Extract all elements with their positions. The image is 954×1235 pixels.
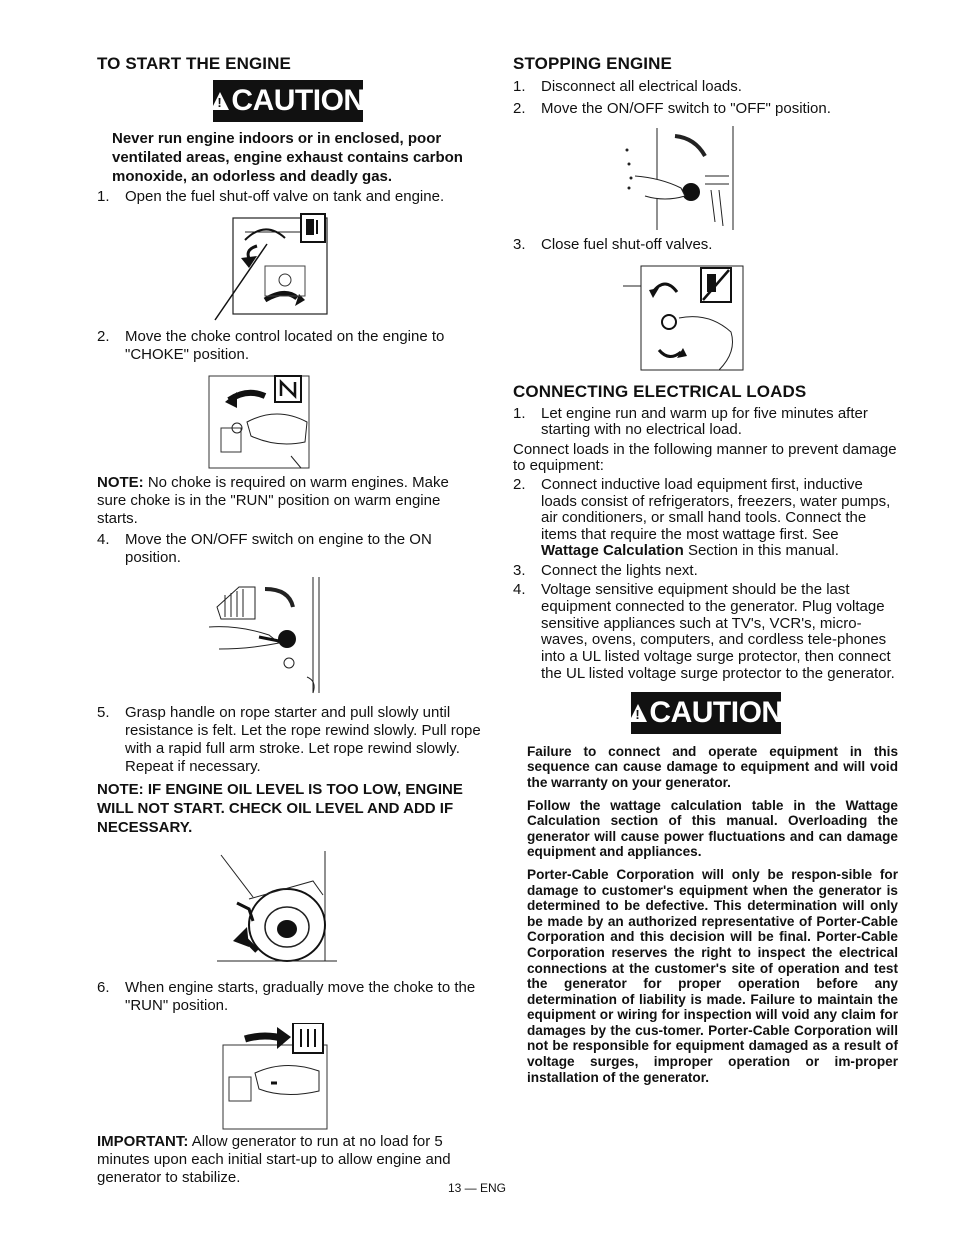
step-number: 6.	[97, 979, 110, 996]
step-number: 3.	[513, 561, 526, 579]
connect-step-3	[513, 563, 898, 580]
caution-banner-loads	[631, 692, 781, 734]
connect-step-2	[513, 477, 898, 560]
on-off-switch-illustration	[209, 577, 329, 695]
step-text: Open the fuel shut-off valve on tank and engine.	[125, 188, 445, 205]
step-text-end: Section in this manual.	[683, 542, 839, 559]
step-text: Grasp handle on rope starter and pull slowly until resistance is felt. Let the rope rewind slowly. Pull rope with a rapid full arm stroke. Let rope rewind slowly. Repeat if necessary.	[125, 704, 481, 775]
connect-step-4	[513, 582, 898, 683]
step-text: When engine starts, gradually move the choke to the "RUN" position.	[125, 979, 476, 1014]
step-text: Move the ON/OFF switch to "OFF" position.	[541, 100, 831, 117]
step-number: 5.	[97, 704, 110, 721]
caution-label: CAUTION	[649, 695, 783, 729]
step-2	[97, 328, 482, 364]
step-text: Move the ON/OFF switch on engine to the ON position.	[125, 531, 432, 566]
step-number: 2.	[97, 328, 110, 345]
caution-label: CAUTION	[231, 84, 365, 117]
off-switch-illustration	[615, 126, 741, 230]
connect-intro: Connect loads in the following manner to prevent damage to equipment:	[513, 441, 897, 474]
caution-banner	[213, 80, 363, 122]
step-number: 4.	[97, 531, 110, 548]
step-number: 2.	[513, 100, 526, 117]
caution-paragraph-1: Failure to connect and operate equipment in this sequence can cause damage to equipment and will void the warranty on your generator.	[527, 743, 898, 790]
step-number: 3.	[513, 236, 526, 253]
step-text: Disconnect all electrical loads.	[541, 78, 742, 95]
step-number: 4.	[513, 581, 526, 598]
left-column	[97, 54, 482, 1187]
choke-control-illustration	[207, 372, 327, 472]
caution-paragraph-3: Porter-Cable Corporation will only be respon-sible for damage to customer's equipment when the generator is determined to be defective. This determination will only be made by an authorized representative of Porter-Cable Corporation and this decision will be final. Porter-Cable Corporation reserves the right to inspect the electrical connections at the customer's site of operation and test the generator for proper operation before any determination of liability is made. Failure to maintain the equipment or wiring for inspection will void any claim for damages by the cus-tomer. Porter-Cable Corporation will not be responsible for equipment damaged as a result of voltage surges, improper operation or im-proper installation of the generator.	[527, 866, 898, 1085]
choke-run-illustration	[215, 1023, 335, 1131]
warning-triangle-icon	[211, 92, 229, 110]
important-text: Allow generator to run at no load for 5 minutes upon each initial start-up to allow engine and generator to stabilize.	[97, 1133, 451, 1186]
step-number: 1.	[513, 405, 526, 422]
step-6	[97, 979, 482, 1015]
note-warm-engines	[97, 474, 482, 528]
step-text: Let engine run and warm up for five minutes after starting with no electrical load.	[541, 405, 868, 438]
right-column	[513, 54, 898, 1092]
step-1	[97, 188, 482, 206]
carbon-monoxide-warning: Never run engine indoors or in enclosed, poor ventilated areas, engine exhaust contains carbon monoxide, an odorless and deadly gas.	[112, 130, 463, 185]
note-label: NOTE:	[97, 474, 144, 491]
connect-step-1	[513, 406, 898, 438]
start-engine-heading: TO START THE ENGINE	[97, 54, 291, 73]
warning-triangle-icon	[629, 704, 647, 722]
stop-step-1	[513, 78, 898, 96]
step-text: Close fuel shut-off valves.	[541, 236, 713, 253]
stopping-engine-heading: STOPPING ENGINE	[513, 54, 672, 73]
caution-paragraph-2: Follow the wattage calculation table in the Wattage Calculation section of this manual. Overloading the generator will cause power fluctuations and can damage equipment and appliances.	[527, 797, 898, 860]
step-text: Connect the lights next.	[541, 561, 698, 579]
step-number: 1.	[513, 78, 526, 95]
step-text: Connect inductive load equipment first, inductive loads consist of refrigerators, freezers, water pumps, air conditioners, or small hand tools. Connect the items that require the most wattage first. See	[541, 476, 891, 543]
oil-level-note: NOTE: IF ENGINE OIL LEVEL IS TOO LOW, ENGINE WILL NOT START. CHECK OIL LEVEL AND ADD IF NECESSARY.	[97, 781, 463, 836]
stop-step-3	[513, 236, 898, 254]
caution-text-block	[513, 744, 898, 1085]
step-number: 1.	[97, 188, 110, 205]
fuel-valve-illustration	[205, 210, 345, 322]
step-text: Voltage sensitive equipment should be the last equipment connected to the generator. Plug voltage sensitive appliances such at TV's, VCR's, micro-waves, ovens, computers, and cordless tele-phones into a UL listed voltage surge protector, then connect the UL listed voltage surge protector to the generator.	[541, 581, 895, 682]
important-label: IMPORTANT:	[97, 1133, 189, 1150]
important-note	[97, 1133, 482, 1187]
fuel-valve-off-illustration	[619, 262, 749, 374]
note-text: No choke is required on warm engines. Make sure choke is in the "RUN" position on warm engine starts.	[97, 474, 449, 527]
rope-starter-illustration	[213, 851, 343, 967]
wattage-calculation-reference: Wattage Calculation	[541, 542, 684, 559]
step-5	[97, 704, 482, 776]
stop-step-2	[513, 100, 898, 118]
step-4	[97, 531, 482, 567]
connecting-loads-heading: CONNECTING ELECTRICAL LOADS	[513, 382, 807, 401]
step-text: Move the choke control located on the engine to "CHOKE" position.	[125, 328, 445, 363]
page-footer: 13 — ENG	[447, 1181, 507, 1195]
step-number: 2.	[513, 476, 526, 493]
